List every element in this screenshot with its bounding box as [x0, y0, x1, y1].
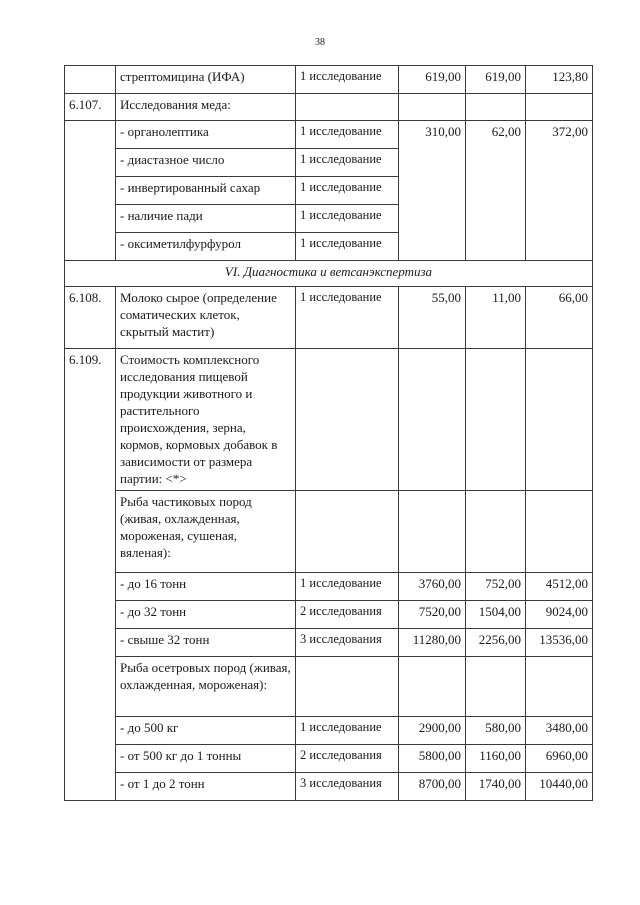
table-row	[65, 773, 593, 801]
section-heading: VI. Диагностика и ветсанэкспертиза	[65, 261, 593, 287]
service-name: - наличие пади	[116, 205, 296, 233]
service-unit: 3 исследования	[296, 629, 399, 657]
total-value: 66,00	[526, 287, 593, 349]
price-value: 7520,00	[399, 601, 466, 629]
service-unit	[296, 349, 399, 491]
vat-value	[466, 94, 526, 121]
price-value: 55,00	[399, 287, 466, 349]
row-number: 6.108.	[65, 287, 116, 349]
price-value	[399, 349, 466, 491]
vat-value: 1160,00	[466, 745, 526, 773]
service-unit: 1 исследование	[296, 177, 399, 205]
service-unit: 3 исследования	[296, 773, 399, 801]
table-row	[65, 717, 593, 745]
service-name: - свыше 32 тонн	[116, 629, 296, 657]
vat-value: 11,00	[466, 287, 526, 349]
service-unit	[296, 491, 399, 573]
vat-value: 1740,00	[466, 773, 526, 801]
total-value: 13536,00	[526, 629, 593, 657]
service-unit: 1 исследование	[296, 573, 399, 601]
vat-value: 619,00	[466, 66, 526, 94]
total-value: 10440,00	[526, 773, 593, 801]
vat-value: 2256,00	[466, 629, 526, 657]
total-value: 9024,00	[526, 601, 593, 629]
table-row	[65, 94, 593, 121]
total-value	[526, 657, 593, 717]
service-unit: 2 исследования	[296, 745, 399, 773]
tariff-table	[64, 65, 593, 801]
vat-value: 1504,00	[466, 601, 526, 629]
table-row	[65, 573, 593, 601]
service-name: Исследования меда:	[116, 94, 296, 121]
price-value: 619,00	[399, 66, 466, 94]
vat-value: 580,00	[466, 717, 526, 745]
table-row	[65, 349, 593, 491]
service-name: - до 16 тонн	[116, 573, 296, 601]
service-name: Стоимость комплексного исследования пищевой продукции животного и растительного происхождения, зерна, кормов, кормовых добавок в зависимости от размера партии: <*>	[116, 349, 296, 491]
price-value	[399, 657, 466, 717]
service-name: - инвертированный сахар	[116, 177, 296, 205]
row-number	[65, 121, 116, 261]
service-name: стрептомицина (ИФА)	[116, 66, 296, 94]
section-row	[65, 261, 593, 287]
service-unit: 1 исследование	[296, 149, 399, 177]
row-number: 6.109.	[65, 349, 116, 801]
row-number	[65, 66, 116, 94]
total-value	[526, 94, 593, 121]
total-value: 4512,00	[526, 573, 593, 601]
vat-value	[466, 657, 526, 717]
service-name: - от 1 до 2 тонн	[116, 773, 296, 801]
vat-value	[466, 491, 526, 573]
vat-value	[466, 349, 526, 491]
service-unit: 2 исследования	[296, 601, 399, 629]
page-number: 38	[315, 37, 325, 48]
service-unit: 1 исследование	[296, 233, 399, 261]
table-row	[65, 491, 593, 573]
service-unit	[296, 94, 399, 121]
service-name: Молоко сырое (определение соматических клеток, скрытый мастит)	[116, 287, 296, 349]
service-name: - оксиметилфурфурол	[116, 233, 296, 261]
price-value: 5800,00	[399, 745, 466, 773]
price-value: 3760,00	[399, 573, 466, 601]
table-row	[65, 657, 593, 717]
price-value: 11280,00	[399, 629, 466, 657]
table-row	[65, 601, 593, 629]
price-value: 2900,00	[399, 717, 466, 745]
service-name: - до 32 тонн	[116, 601, 296, 629]
service-name: - диастазное число	[116, 149, 296, 177]
service-unit: 1 исследование	[296, 66, 399, 94]
service-name: Рыба частиковых пород (живая, охлажденная, мороженая, сушеная, вяленая):	[116, 491, 296, 573]
total-value	[526, 349, 593, 491]
service-name: - до 500 кг	[116, 717, 296, 745]
table-row	[65, 287, 593, 349]
vat-value: 752,00	[466, 573, 526, 601]
table-row	[65, 121, 593, 149]
service-name: - органолептика	[116, 121, 296, 149]
service-unit: 1 исследование	[296, 717, 399, 745]
table-row	[65, 66, 593, 94]
service-unit: 1 исследование	[296, 121, 399, 149]
service-unit	[296, 657, 399, 717]
service-unit: 1 исследование	[296, 205, 399, 233]
total-value: 3480,00	[526, 717, 593, 745]
row-number: 6.107.	[65, 94, 116, 121]
price-value	[399, 94, 466, 121]
total-value: 123,80	[526, 66, 593, 94]
price-value	[399, 491, 466, 573]
service-name: - от 500 кг до 1 тонны	[116, 745, 296, 773]
table-row	[65, 745, 593, 773]
vat-value: 62,00	[466, 121, 526, 261]
table-row	[65, 629, 593, 657]
price-value: 310,00	[399, 121, 466, 261]
service-unit: 1 исследование	[296, 287, 399, 349]
total-value: 6960,00	[526, 745, 593, 773]
service-name: Рыба осетровых пород (живая, охлажденная, мороженая):	[116, 657, 296, 717]
total-value: 372,00	[526, 121, 593, 261]
total-value	[526, 491, 593, 573]
price-value: 8700,00	[399, 773, 466, 801]
